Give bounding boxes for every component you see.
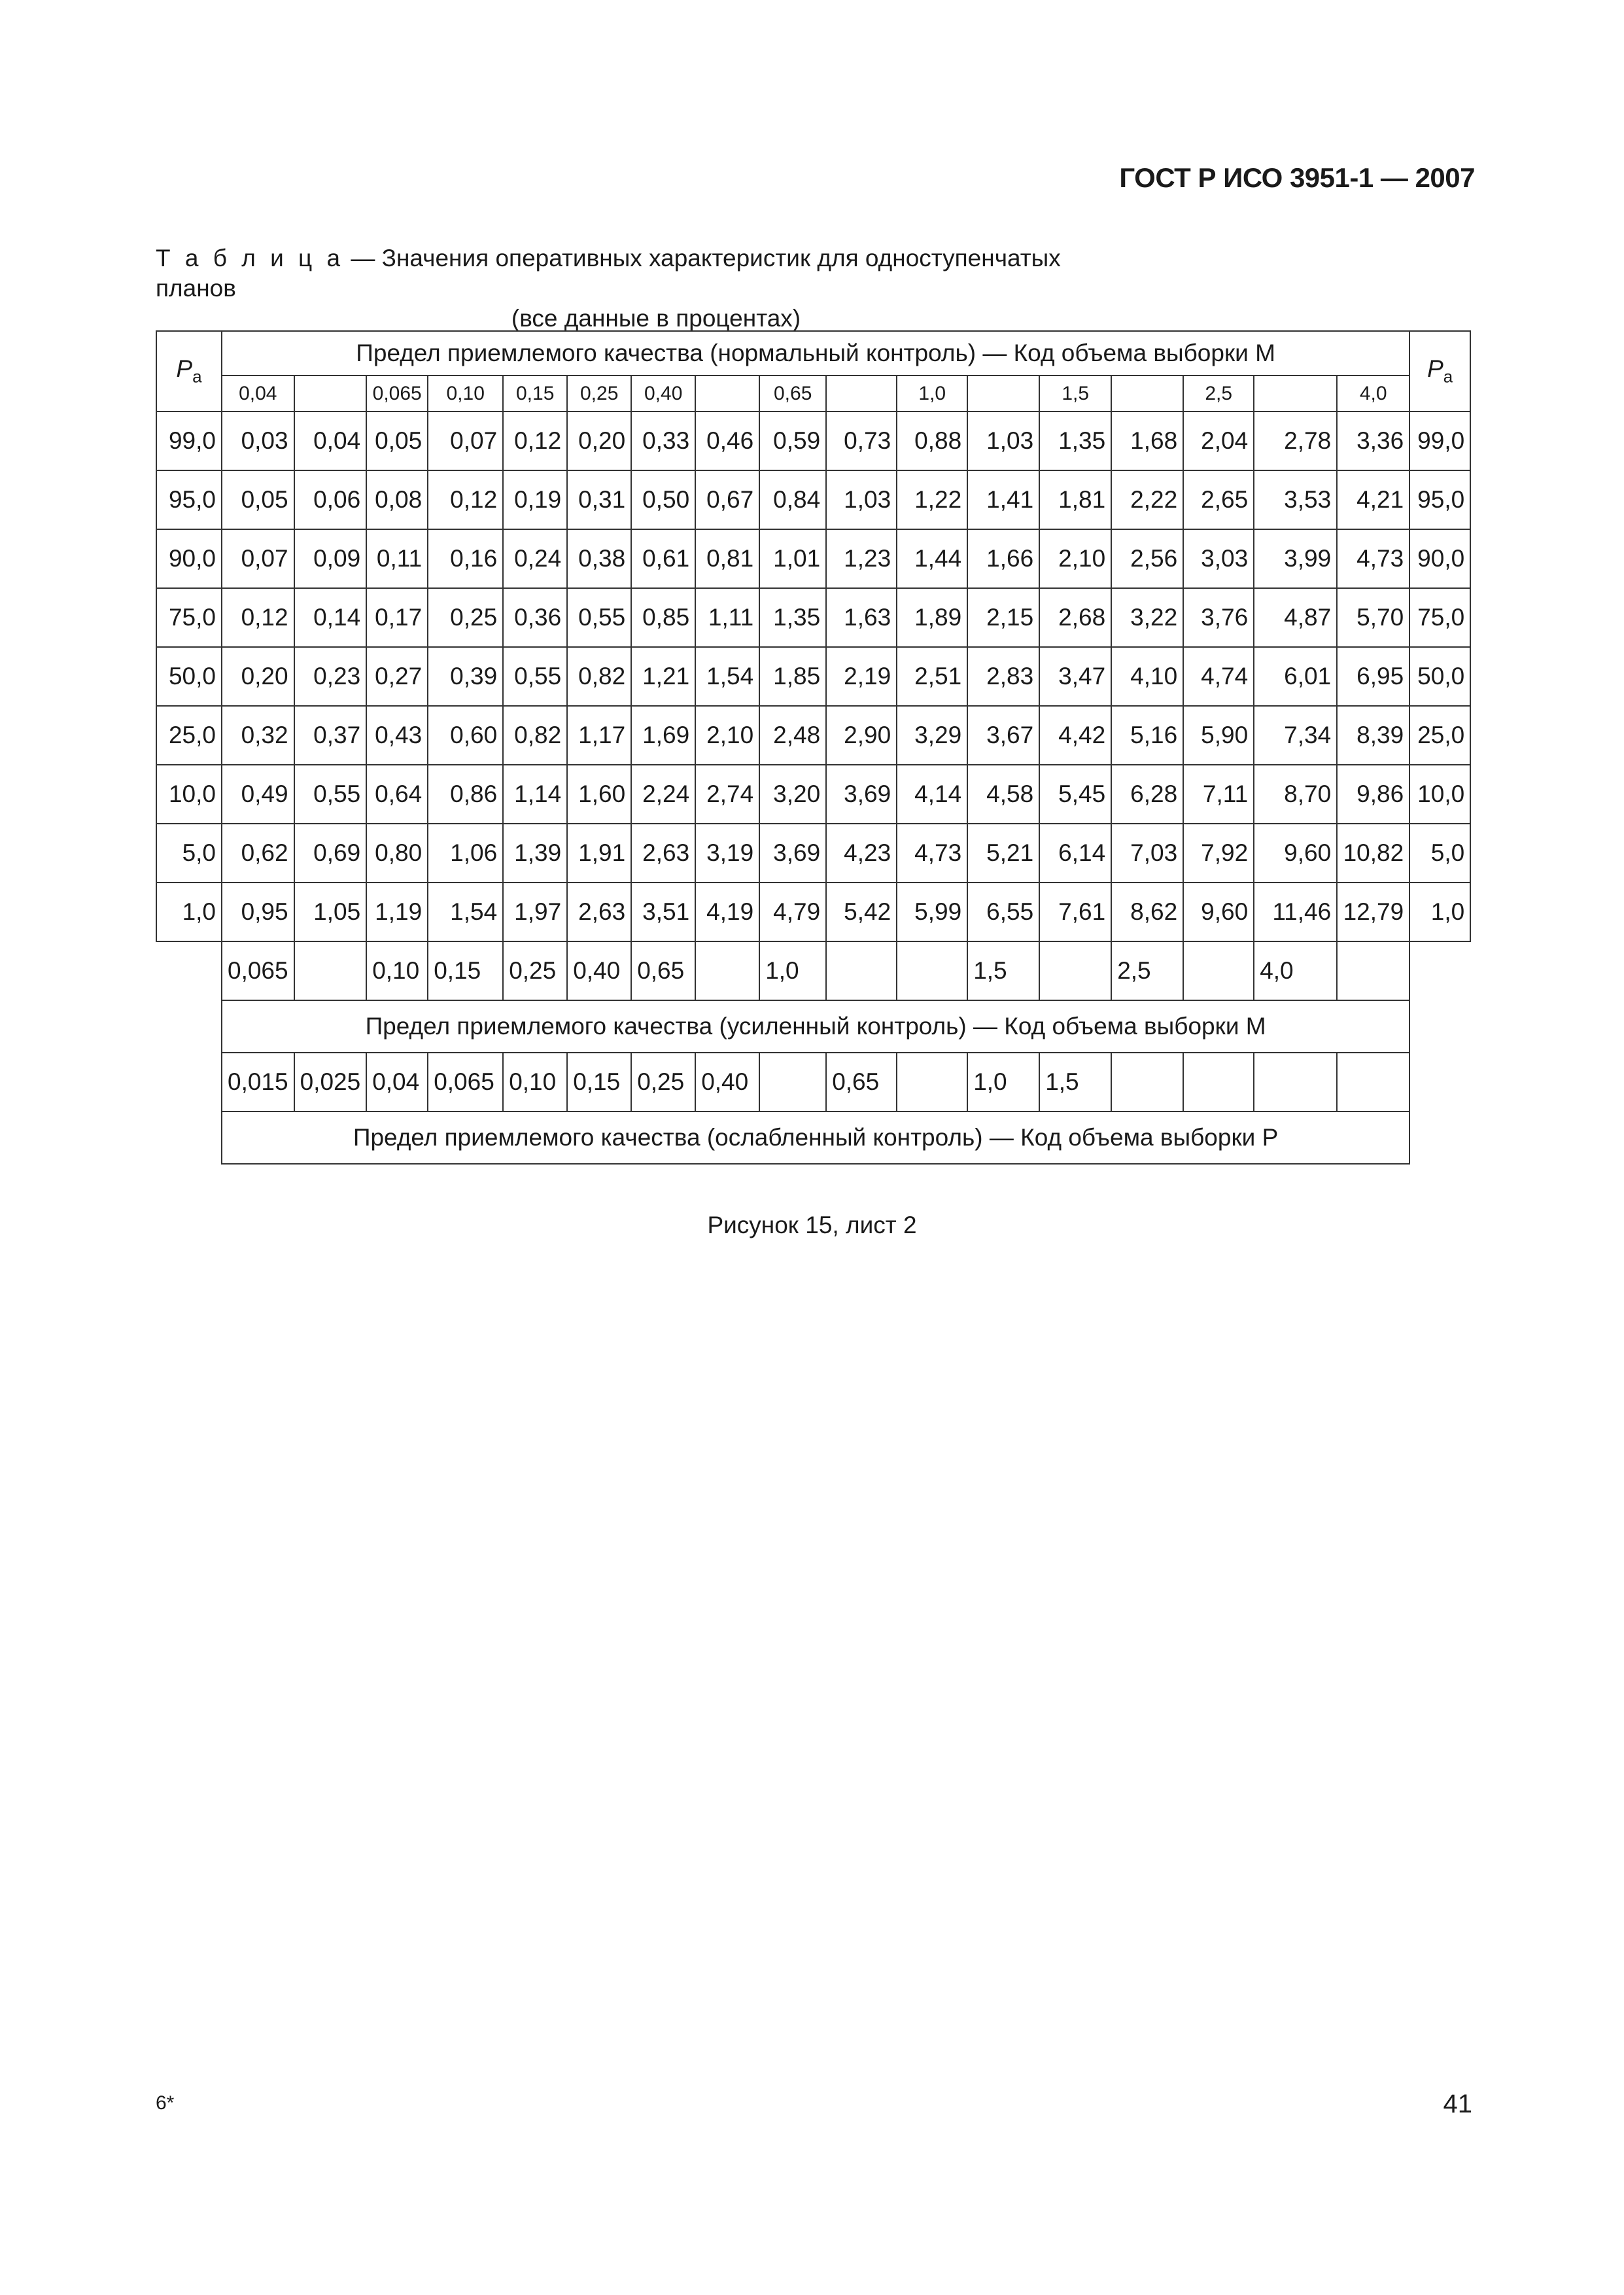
table-cell: 3,67 bbox=[967, 706, 1039, 765]
standard-header: ГОСТ Р ИСО 3951-1 — 2007 bbox=[1119, 162, 1475, 193]
table-cell: 4,73 bbox=[897, 824, 967, 883]
table-cell: 5,21 bbox=[967, 824, 1039, 883]
table-cell: 6,01 bbox=[1254, 647, 1337, 706]
footer-signature-mark: 6* bbox=[156, 2092, 175, 2114]
normal-aql-code bbox=[695, 376, 759, 412]
table-cell: 0,82 bbox=[567, 647, 631, 706]
table-cell: 0,81 bbox=[695, 529, 759, 588]
table-cell: 0,25 bbox=[428, 588, 503, 647]
table-cell: 1,01 bbox=[759, 529, 826, 588]
table-cell: 0,32 bbox=[222, 706, 294, 765]
table-cell: 0,49 bbox=[222, 765, 294, 824]
table-cell: 1,19 bbox=[366, 883, 428, 941]
table-cell: 2,48 bbox=[759, 706, 826, 765]
table-cell: 0,55 bbox=[294, 765, 367, 824]
table-cell: 4,42 bbox=[1039, 706, 1111, 765]
normal-aql-code: 0,15 bbox=[503, 376, 567, 412]
table-cell: 0,55 bbox=[567, 588, 631, 647]
pa-value-right: 99,0 bbox=[1409, 412, 1470, 470]
table-cell: 0,16 bbox=[428, 529, 503, 588]
table-cell: 0,23 bbox=[294, 647, 367, 706]
table-cell: 1,21 bbox=[631, 647, 695, 706]
pa-value-left: 99,0 bbox=[156, 412, 222, 470]
spacer-cell bbox=[1409, 1000, 1470, 1053]
table-cell: 1,05 bbox=[294, 883, 367, 941]
table-cell: 0,60 bbox=[428, 706, 503, 765]
table-cell: 9,86 bbox=[1337, 765, 1409, 824]
table-cell: 3,03 bbox=[1183, 529, 1254, 588]
reduced-aql-code bbox=[1111, 1053, 1183, 1112]
table-cell: 0,82 bbox=[503, 706, 567, 765]
table-row bbox=[156, 529, 1470, 588]
figure-caption: Рисунок 15, лист 2 bbox=[707, 1212, 917, 1238]
table-cell: 3,47 bbox=[1039, 647, 1111, 706]
table-cell: 0,86 bbox=[428, 765, 503, 824]
tightened-aql-code bbox=[695, 941, 759, 1000]
tightened-aql-code: 0,25 bbox=[503, 941, 567, 1000]
normal-aql-code: 0,04 bbox=[222, 376, 294, 412]
table-cell: 1,81 bbox=[1039, 470, 1111, 529]
table-cell: 0,20 bbox=[222, 647, 294, 706]
tightened-aql-code: 0,65 bbox=[631, 941, 695, 1000]
table-cell: 4,79 bbox=[759, 883, 826, 941]
table-cell: 6,95 bbox=[1337, 647, 1409, 706]
table-cell: 5,99 bbox=[897, 883, 967, 941]
spacer-cell bbox=[156, 1112, 222, 1164]
table-cell: 0,31 bbox=[567, 470, 631, 529]
reduced-aql-code: 0,065 bbox=[428, 1053, 503, 1112]
pa-value-right: 5,0 bbox=[1409, 824, 1470, 883]
table-cell: 2,90 bbox=[826, 706, 897, 765]
table-cell: 5,45 bbox=[1039, 765, 1111, 824]
table-cell: 0,73 bbox=[826, 412, 897, 470]
reduced-aql-code: 0,025 bbox=[294, 1053, 367, 1112]
table-cell: 1,91 bbox=[567, 824, 631, 883]
table-cell: 1,60 bbox=[567, 765, 631, 824]
table-cell: 1,89 bbox=[897, 588, 967, 647]
reduced-aql-code bbox=[759, 1053, 826, 1112]
spacer-cell bbox=[156, 941, 222, 1000]
table-cell: 1,23 bbox=[826, 529, 897, 588]
table-cell: 6,14 bbox=[1039, 824, 1111, 883]
table-cell: 9,60 bbox=[1254, 824, 1337, 883]
table-cell: 0,80 bbox=[366, 824, 428, 883]
table-cell: 7,34 bbox=[1254, 706, 1337, 765]
pa-value-left: 95,0 bbox=[156, 470, 222, 529]
table-cell: 7,03 bbox=[1111, 824, 1183, 883]
spacer-cell bbox=[1409, 941, 1470, 1000]
table-cell: 0,62 bbox=[222, 824, 294, 883]
table-cell: 0,12 bbox=[222, 588, 294, 647]
table-cell: 2,65 bbox=[1183, 470, 1254, 529]
normal-aql-code: 1,5 bbox=[1039, 376, 1111, 412]
tightened-aql-code: 1,5 bbox=[967, 941, 1039, 1000]
reduced-aql-code: 0,25 bbox=[631, 1053, 695, 1112]
table-cell: 0,04 bbox=[294, 412, 367, 470]
table-cell: 11,46 bbox=[1254, 883, 1337, 941]
table-row bbox=[156, 883, 1470, 941]
spacer-cell bbox=[1409, 1053, 1470, 1112]
normal-aql-code bbox=[826, 376, 897, 412]
table-cell: 0,06 bbox=[294, 470, 367, 529]
table-cell: 6,28 bbox=[1111, 765, 1183, 824]
table-cell: 4,73 bbox=[1337, 529, 1409, 588]
table-cell: 3,29 bbox=[897, 706, 967, 765]
tightened-aql-code: 0,10 bbox=[366, 941, 428, 1000]
normal-aql-code: 2,5 bbox=[1183, 376, 1254, 412]
table-cell: 1,66 bbox=[967, 529, 1039, 588]
pa-value-left: 50,0 bbox=[156, 647, 222, 706]
table-cell: 2,63 bbox=[567, 883, 631, 941]
normal-inspection-title: Предел приемлемого качества (нормальный контроль) — Код объема выборки M bbox=[222, 331, 1409, 376]
table-cell: 3,99 bbox=[1254, 529, 1337, 588]
table-cell: 1,44 bbox=[897, 529, 967, 588]
tightened-aql-code bbox=[1337, 941, 1409, 1000]
table-cell: 1,97 bbox=[503, 883, 567, 941]
table-row bbox=[156, 706, 1470, 765]
table-cell: 1,54 bbox=[695, 647, 759, 706]
table-cell: 0,07 bbox=[222, 529, 294, 588]
table-cell: 3,20 bbox=[759, 765, 826, 824]
spacer-cell bbox=[156, 1000, 222, 1053]
table-cell: 0,05 bbox=[222, 470, 294, 529]
table-cell: 8,62 bbox=[1111, 883, 1183, 941]
table-row bbox=[156, 647, 1470, 706]
table-cell: 7,11 bbox=[1183, 765, 1254, 824]
reduced-aql-code: 0,015 bbox=[222, 1053, 294, 1112]
oc-values-table bbox=[156, 330, 1471, 1165]
tightened-aql-code bbox=[826, 941, 897, 1000]
pa-value-left: 10,0 bbox=[156, 765, 222, 824]
table-cell: 3,69 bbox=[759, 824, 826, 883]
tightened-aql-code bbox=[294, 941, 367, 1000]
table-row bbox=[156, 412, 1470, 470]
table-cell: 0,07 bbox=[428, 412, 503, 470]
table-cell: 0,55 bbox=[503, 647, 567, 706]
table-row bbox=[156, 824, 1470, 883]
table-cell: 2,10 bbox=[695, 706, 759, 765]
pa-value-right: 90,0 bbox=[1409, 529, 1470, 588]
table-cell: 5,42 bbox=[826, 883, 897, 941]
pa-value-left: 25,0 bbox=[156, 706, 222, 765]
table-cell: 1,68 bbox=[1111, 412, 1183, 470]
table-cell: 2,04 bbox=[1183, 412, 1254, 470]
reduced-inspection-title: Предел приемлемого качества (ослабленный контроль) — Код объема выборки P bbox=[222, 1112, 1409, 1164]
reduced-aql-code bbox=[1337, 1053, 1409, 1112]
reduced-aql-code: 1,5 bbox=[1039, 1053, 1111, 1112]
table-cell: 2,56 bbox=[1111, 529, 1183, 588]
table-cell: 0,43 bbox=[366, 706, 428, 765]
table-cell: 0,69 bbox=[294, 824, 367, 883]
table-cell: 7,61 bbox=[1039, 883, 1111, 941]
table-cell: 5,16 bbox=[1111, 706, 1183, 765]
table-cell: 0,17 bbox=[366, 588, 428, 647]
normal-aql-code bbox=[967, 376, 1039, 412]
table-cell: 1,14 bbox=[503, 765, 567, 824]
table-cell: 0,27 bbox=[366, 647, 428, 706]
table-cell: 0,61 bbox=[631, 529, 695, 588]
table-cell: 0,24 bbox=[503, 529, 567, 588]
table-cell: 4,21 bbox=[1337, 470, 1409, 529]
normal-aql-code: 0,065 bbox=[366, 376, 428, 412]
pa-value-right: 25,0 bbox=[1409, 706, 1470, 765]
table-cell: 5,90 bbox=[1183, 706, 1254, 765]
pa-value-left: 90,0 bbox=[156, 529, 222, 588]
table-cell: 0,14 bbox=[294, 588, 367, 647]
table-cell: 2,74 bbox=[695, 765, 759, 824]
normal-aql-code bbox=[1254, 376, 1337, 412]
normal-aql-code bbox=[294, 376, 367, 412]
table-cell: 0,59 bbox=[759, 412, 826, 470]
pa-value-left: 1,0 bbox=[156, 883, 222, 941]
pa-header-right: $P_a$ bbox=[1409, 331, 1470, 412]
table-cell: 1,35 bbox=[759, 588, 826, 647]
table-row bbox=[156, 765, 1470, 824]
table-cell: 0,11 bbox=[366, 529, 428, 588]
table-cell: 5,70 bbox=[1337, 588, 1409, 647]
table-cell: 0,05 bbox=[366, 412, 428, 470]
normal-aql-code: 1,0 bbox=[897, 376, 967, 412]
table-cell: 2,63 bbox=[631, 824, 695, 883]
table-cell: 0,95 bbox=[222, 883, 294, 941]
table-cell: 3,53 bbox=[1254, 470, 1337, 529]
pa-value-left: 75,0 bbox=[156, 588, 222, 647]
pa-value-right: 75,0 bbox=[1409, 588, 1470, 647]
table-cell: 2,22 bbox=[1111, 470, 1183, 529]
reduced-aql-code: 0,15 bbox=[567, 1053, 631, 1112]
reduced-aql-code bbox=[1183, 1053, 1254, 1112]
table-cell: 0,64 bbox=[366, 765, 428, 824]
table-cell: 6,55 bbox=[967, 883, 1039, 941]
normal-aql-code: 0,10 bbox=[428, 376, 503, 412]
pa-header-left: $P_a$ bbox=[156, 331, 222, 412]
reduced-aql-code bbox=[897, 1053, 967, 1112]
table-cell: 2,24 bbox=[631, 765, 695, 824]
table-cell: 8,39 bbox=[1337, 706, 1409, 765]
pa-value-right: 1,0 bbox=[1409, 883, 1470, 941]
pa-value-right: 50,0 bbox=[1409, 647, 1470, 706]
reduced-aql-code: 0,40 bbox=[695, 1053, 759, 1112]
page-number: 41 bbox=[1443, 2090, 1472, 2118]
table-cell: 4,87 bbox=[1254, 588, 1337, 647]
table-cell: 3,19 bbox=[695, 824, 759, 883]
table-cell: 9,60 bbox=[1183, 883, 1254, 941]
table-cell: 3,69 bbox=[826, 765, 897, 824]
table-cell: 7,92 bbox=[1183, 824, 1254, 883]
tightened-aql-code bbox=[1039, 941, 1111, 1000]
table-cell: 2,10 bbox=[1039, 529, 1111, 588]
table-cell: 0,12 bbox=[428, 470, 503, 529]
table-cell: 10,82 bbox=[1337, 824, 1409, 883]
table-cell: 1,85 bbox=[759, 647, 826, 706]
table-cell: 1,39 bbox=[503, 824, 567, 883]
table-caption bbox=[156, 243, 1117, 334]
table-cell: 1,22 bbox=[897, 470, 967, 529]
table-cell: 0,33 bbox=[631, 412, 695, 470]
pa-value-left: 5,0 bbox=[156, 824, 222, 883]
tightened-inspection-title: Предел приемлемого качества (усиленный контроль) — Код объема выборки M bbox=[222, 1000, 1409, 1053]
table-cell: 0,88 bbox=[897, 412, 967, 470]
table-cell: 0,85 bbox=[631, 588, 695, 647]
table-cell: 1,54 bbox=[428, 883, 503, 941]
reduced-aql-code: 0,04 bbox=[366, 1053, 428, 1112]
table-cell: 3,36 bbox=[1337, 412, 1409, 470]
tightened-aql-code bbox=[897, 941, 967, 1000]
reduced-aql-code: 0,65 bbox=[826, 1053, 897, 1112]
normal-aql-code: 0,40 bbox=[631, 376, 695, 412]
table-row bbox=[156, 588, 1470, 647]
reduced-aql-code: 0,10 bbox=[503, 1053, 567, 1112]
pa-value-right: 95,0 bbox=[1409, 470, 1470, 529]
normal-aql-code bbox=[1111, 376, 1183, 412]
table-cell: 1,69 bbox=[631, 706, 695, 765]
table-cell: 2,78 bbox=[1254, 412, 1337, 470]
table-cell: 0,50 bbox=[631, 470, 695, 529]
table-cell: 1,06 bbox=[428, 824, 503, 883]
caption-line1: — Значения оперативных характеристик для одноступенчатых планов bbox=[156, 245, 1061, 302]
table-cell: 12,79 bbox=[1337, 883, 1409, 941]
tightened-aql-code: 0,40 bbox=[567, 941, 631, 1000]
caption-line2: (все данные в процентах) bbox=[511, 305, 801, 332]
table-cell: 1,03 bbox=[967, 412, 1039, 470]
table-cell: 0,46 bbox=[695, 412, 759, 470]
table-cell: 0,67 bbox=[695, 470, 759, 529]
table-cell: 2,15 bbox=[967, 588, 1039, 647]
table-cell: 2,68 bbox=[1039, 588, 1111, 647]
table-cell: 0,37 bbox=[294, 706, 367, 765]
tightened-aql-code: 4,0 bbox=[1254, 941, 1337, 1000]
table-cell: 0,39 bbox=[428, 647, 503, 706]
table-cell: 2,51 bbox=[897, 647, 967, 706]
spacer-cell bbox=[156, 1053, 222, 1112]
tightened-aql-code bbox=[1183, 941, 1254, 1000]
table-cell: 4,14 bbox=[897, 765, 967, 824]
tightened-aql-code: 2,5 bbox=[1111, 941, 1183, 1000]
table-cell: 4,10 bbox=[1111, 647, 1183, 706]
table-cell: 2,83 bbox=[967, 647, 1039, 706]
table-cell: 0,08 bbox=[366, 470, 428, 529]
table-cell: 3,51 bbox=[631, 883, 695, 941]
table-cell: 1,35 bbox=[1039, 412, 1111, 470]
table-cell: 0,03 bbox=[222, 412, 294, 470]
table-cell: 1,41 bbox=[967, 470, 1039, 529]
table-cell: 4,19 bbox=[695, 883, 759, 941]
spacer-cell bbox=[1409, 1112, 1470, 1164]
reduced-aql-code bbox=[1254, 1053, 1337, 1112]
normal-aql-code: 4,0 bbox=[1337, 376, 1409, 412]
table-cell: 0,38 bbox=[567, 529, 631, 588]
reduced-aql-code: 1,0 bbox=[967, 1053, 1039, 1112]
table-cell: 0,12 bbox=[503, 412, 567, 470]
table-cell: 0,36 bbox=[503, 588, 567, 647]
table-cell: 8,70 bbox=[1254, 765, 1337, 824]
tightened-aql-code: 0,15 bbox=[428, 941, 503, 1000]
table-cell: 0,09 bbox=[294, 529, 367, 588]
caption-prefix: Т а б л и ц а bbox=[156, 245, 345, 272]
table-row bbox=[156, 470, 1470, 529]
table-cell: 2,19 bbox=[826, 647, 897, 706]
table-cell: 4,58 bbox=[967, 765, 1039, 824]
normal-aql-code: 0,25 bbox=[567, 376, 631, 412]
tightened-aql-code: 0,065 bbox=[222, 941, 294, 1000]
table-cell: 0,19 bbox=[503, 470, 567, 529]
table-cell: 0,20 bbox=[567, 412, 631, 470]
table-cell: 1,11 bbox=[695, 588, 759, 647]
tightened-aql-code: 1,0 bbox=[759, 941, 826, 1000]
table-cell: 1,03 bbox=[826, 470, 897, 529]
table-cell: 1,17 bbox=[567, 706, 631, 765]
pa-value-right: 10,0 bbox=[1409, 765, 1470, 824]
table-cell: 1,63 bbox=[826, 588, 897, 647]
table-cell: 3,22 bbox=[1111, 588, 1183, 647]
table-cell: 0,84 bbox=[759, 470, 826, 529]
table-cell: 4,74 bbox=[1183, 647, 1254, 706]
table-cell: 4,23 bbox=[826, 824, 897, 883]
normal-aql-code: 0,65 bbox=[759, 376, 826, 412]
table-cell: 3,76 bbox=[1183, 588, 1254, 647]
